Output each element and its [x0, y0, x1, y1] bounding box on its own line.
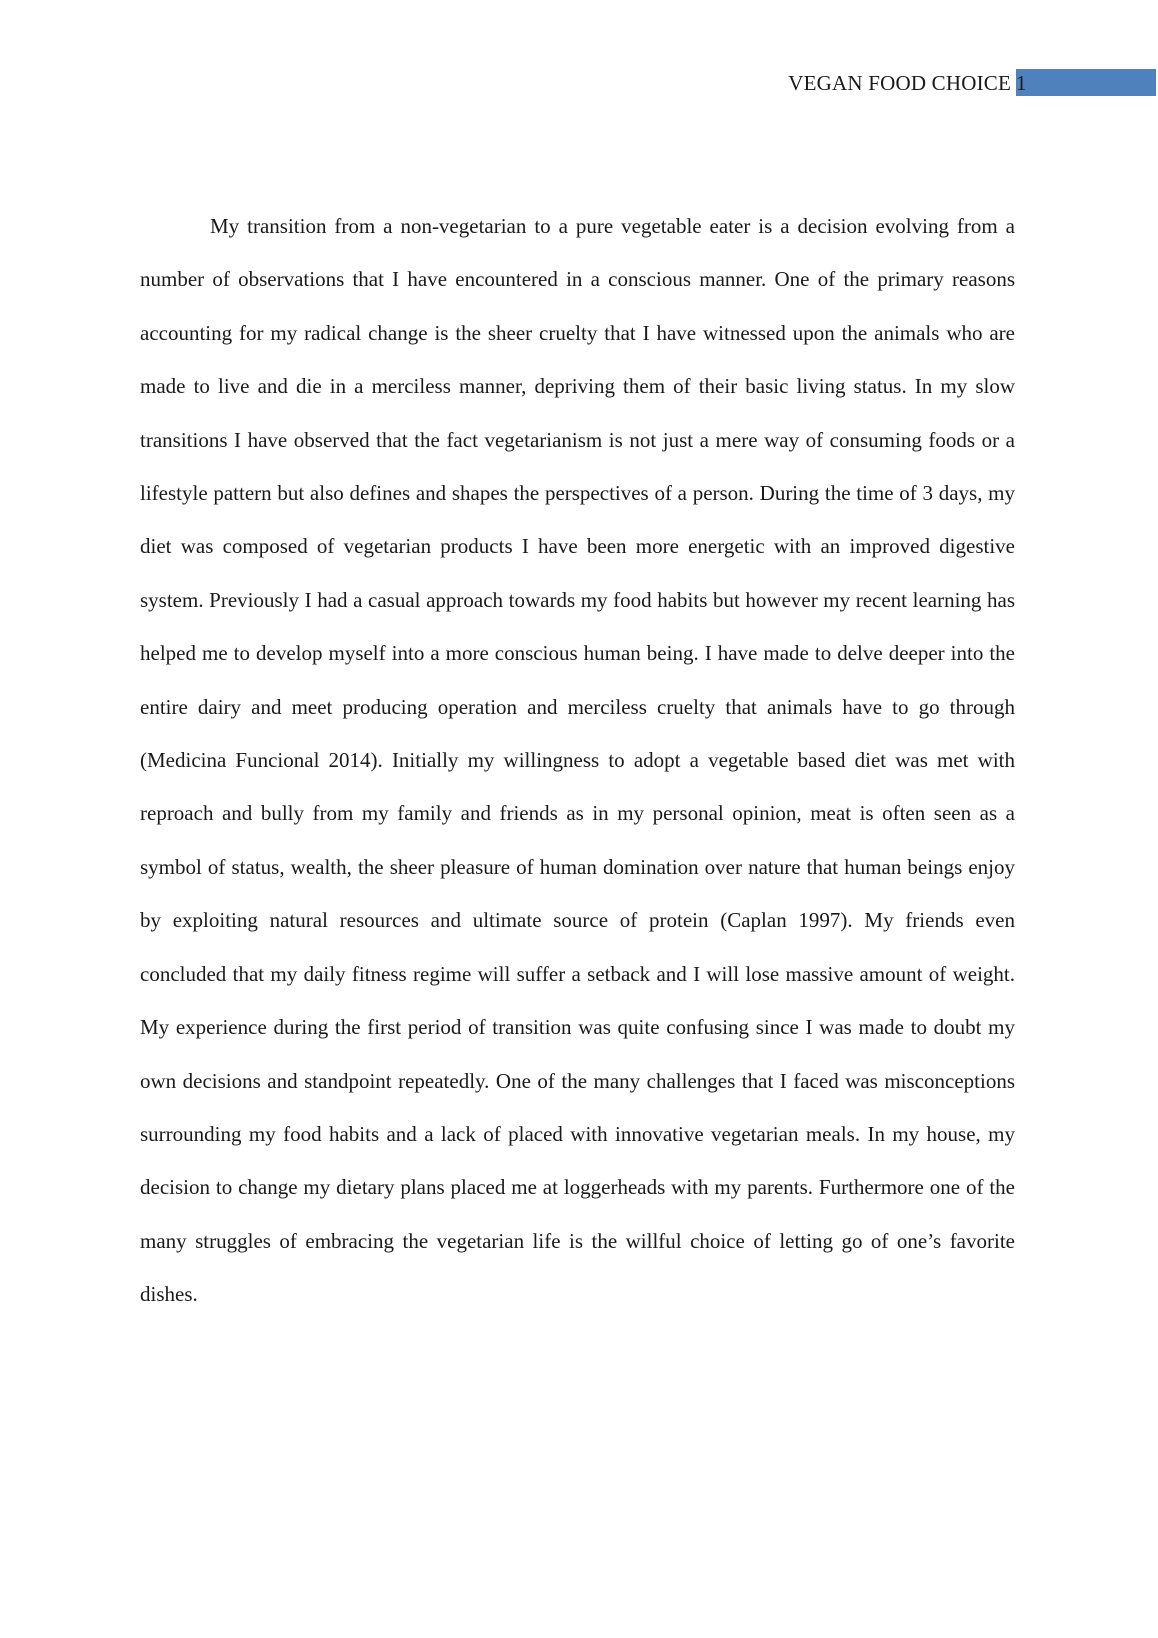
body-paragraph: My transition from a non-vegetarian to a pure vegetable eater is a decision evolving from a number of observations that I have encountered in a conscious manner. One of the primary reasons accounting for my radical change is the sheer cruelty that I have witnessed upon the animals who are made to live and die in a merciless manner, depriving them of their basic living status. In my slow transitions I have observed that the fact vegetarianism is not just a mere way of consuming foods or a lifestyle pattern but also defines and shapes the perspectives of a person. During the time of 3 days, my diet was composed of vegetarian products I have been more energetic with an improved digestive system. Previously I had a casual approach towards my food habits but however my recent learning has helped me to develop myself into a more conscious human being. I have made to delve deeper into the entire dairy and meet producing operation and merciless cruelty that animals have to go through (Medicina Funcional 2014). Initially my willingness to adopt a vegetable based diet was met with reproach and bully from my family and friends as in my personal opinion, meat is often seen as a symbol of status, wealth, the sheer pleasure of human domination over nature that human beings enjoy by exploiting natural resources and ultimate source of protein (Caplan 1997). My friends even concluded that my daily fitness regime will suffer a setback and I will lose massive amount of weight. My experience during the first period of transition was quite confusing since I was made to doubt my own decisions and standpoint repeatedly. One of the many challenges that I faced was misconceptions surrounding my food habits and a lack of placed with innovative vegetarian meals. In my house, my decision to change my dietary plans placed me at loggerheads with my parents. Furthermore one of the many struggles of embracing the vegetarian life is the willful choice of letting go of one’s favorite dishes.: [140, 214, 1015, 1307]
running-header-title: VEGAN FOOD CHOICE: [788, 71, 1011, 95]
page-number: 1: [1016, 71, 1027, 95]
header-accent-bar: [1016, 69, 1156, 96]
